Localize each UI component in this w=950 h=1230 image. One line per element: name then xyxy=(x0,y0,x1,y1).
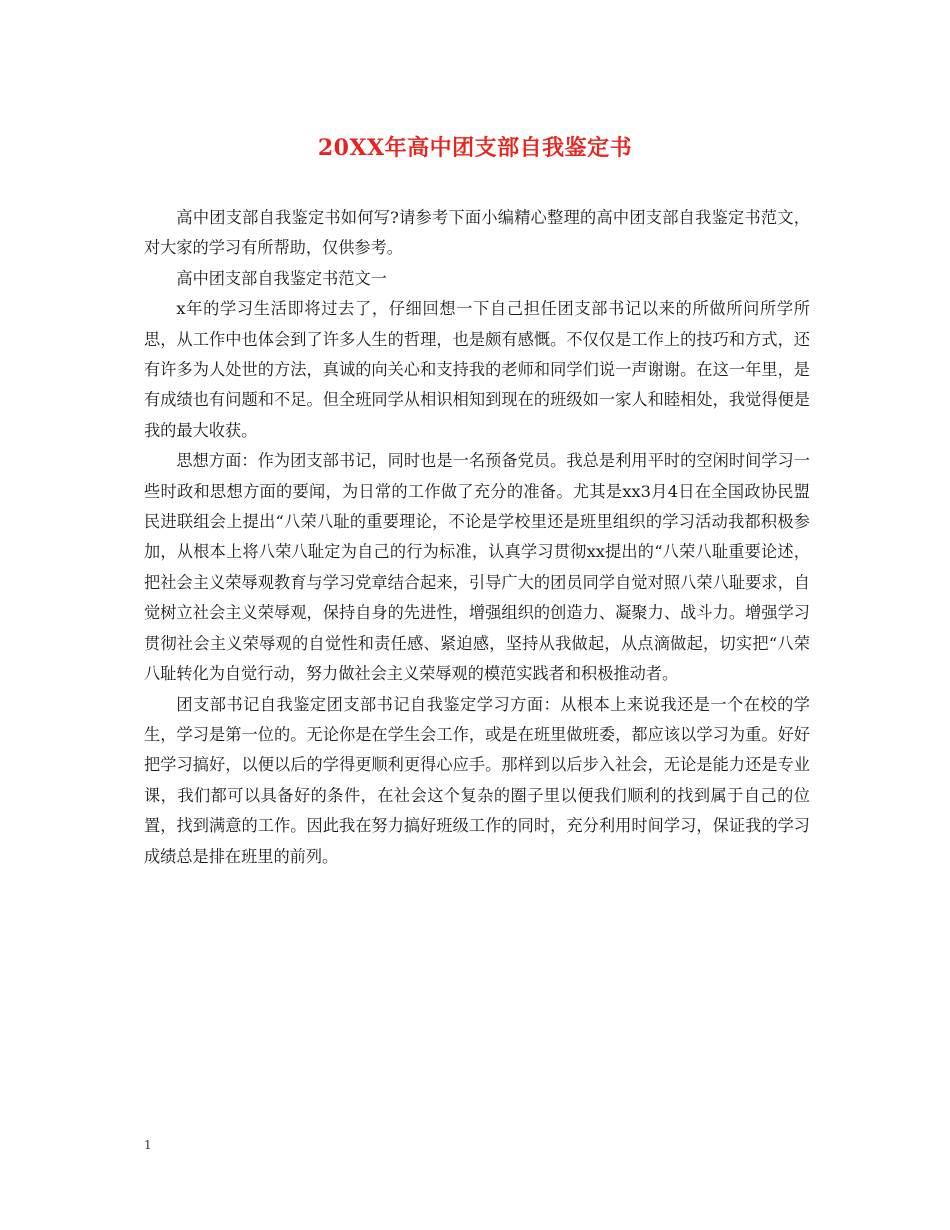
document-body xyxy=(144,203,810,872)
page-number: 1 xyxy=(144,1138,152,1152)
body-paragraph: 思想方面：作为团支部书记，同时也是一名预备党员。我总是利用平时的空闲时间学习一些时政和思想方面的要闻，为日常的工作做了充分的准备。尤其是xx3月4日在全国政协民盟民进联组会上提出“八荣八耻的重要理论，不论是学校里还是班里组织的学习活动我都积极参加，从根本上将八荣八耻定为自己的行为标准，认真学习贯彻xx提出的“八荣八耻重要论述，把社会主义荣辱观教育与学习党章结合起来，引导广大的团员同学自觉对照八荣八耻要求，自觉树立社会主义荣辱观，保持自身的先进性，增强组织的创造力、凝聚力、战斗力。增强学习贯彻社会主义荣辱观的自觉性和责任感、紧迫感，坚持从我做起，从点滴做起，切实把“八荣八耻转化为自觉行动，努力做社会主义荣辱观的模范实践者和积极推动者。 xyxy=(144,451,810,684)
document-title: 20XX年高中团支部自我鉴定书 xyxy=(317,135,633,161)
intro-paragraph: 高中团支部自我鉴定书如何写?请参考下面小编精心整理的高中团支部自我鉴定书范文，对大家的学习有所帮助，仅供参考。 xyxy=(144,208,810,258)
section-heading: 高中团支部自我鉴定书范文一 xyxy=(176,268,387,288)
body-paragraph: x年的学习生活即将过去了，仔细回想一下自己担任团支部书记以来的所做所问所学所思，从工作中也体会到了许多人生的哲理，也是颇有感慨。不仅仅是工作上的技巧和方式，还有许多为人处世的方法，真诚的向关心和支持我的老师和同学们说一声谢谢。在这一年里，是有成绩也有问题和不足。但全班同学从相识相知到现在的班级如一家人和睦相处，我觉得便是我的最大收获。 xyxy=(144,299,810,440)
body-paragraph: 团支部书记自我鉴定团支部书记自我鉴定学习方面：从根本上来说我还是一个在校的学生，学习是第一位的。无论你是在学生会工作，或是在班里做班委，都应该以学习为重。好好把学习搞好，以便以后的学得更顺利更得心应手。那样到以后步入社会，无论是能力还是专业课，我们都可以具备好的条件，在社会这个复杂的圈子里以便我们顺利的找到属于自己的位置，找到满意的工作。因此我在努力搞好班级工作的同时，充分利用时间学习，保证我的学习成绩总是排在班里的前列。 xyxy=(144,694,810,866)
